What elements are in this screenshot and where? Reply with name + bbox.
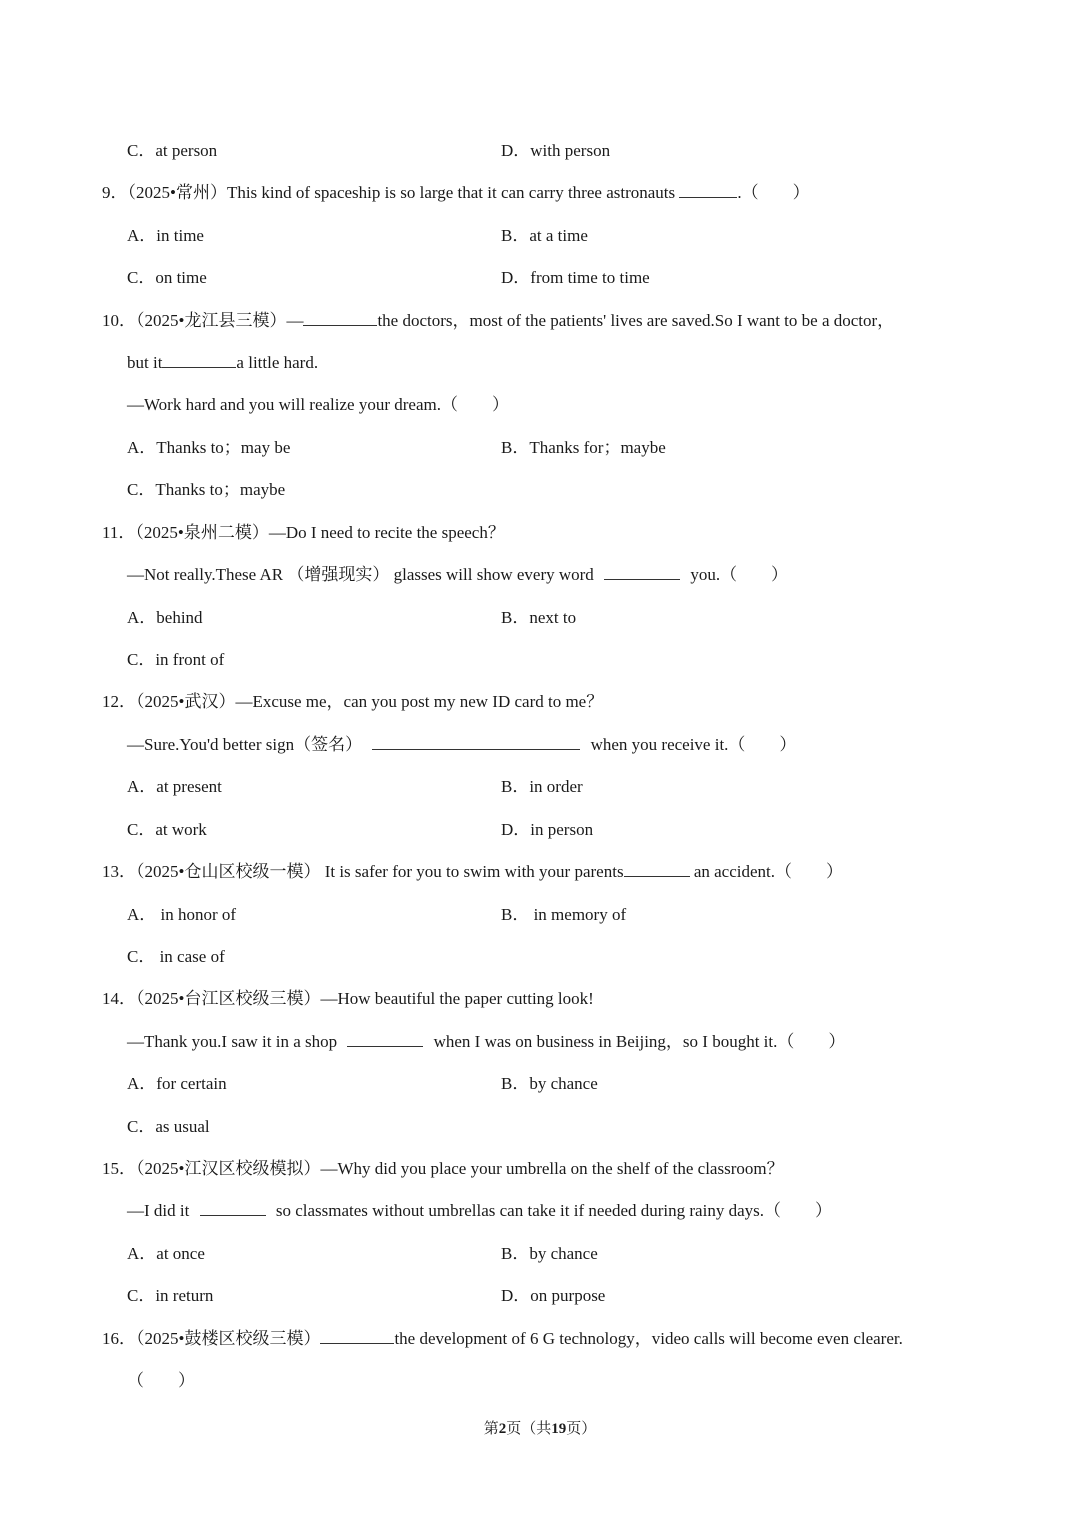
answer-blank <box>604 565 680 580</box>
text: when you receive it.（ ） <box>590 735 797 754</box>
option-c: C．as usual <box>127 1117 210 1136</box>
option-b: B．by chance <box>501 1074 598 1093</box>
text: when I was on business in Beijing，so I bought it.（ ） <box>433 1032 846 1051</box>
question-tail: an accident.（ ） <box>693 862 843 881</box>
answer-blank <box>624 862 690 877</box>
option-b: B．in order <box>501 777 583 796</box>
question-stem-cont: the doctors，most of the patients' lives are saved.So I want to be a doctor， <box>377 311 895 330</box>
answer-blank <box>679 183 737 198</box>
text: a little hard. <box>236 353 319 372</box>
answer-blank <box>162 353 236 368</box>
option-d: D．from time to time <box>501 268 650 287</box>
question-stem: 16．（2025•鼓楼区校级三模） <box>102 1329 321 1348</box>
option-c: C．Thanks to；maybe <box>127 480 286 499</box>
question-line <box>127 735 796 755</box>
text: so classmates without umbrellas can take it if needed during rainy days.（ ） <box>275 1201 832 1220</box>
footer-text: 第 <box>483 1421 499 1437</box>
question-line <box>127 1032 845 1052</box>
question-14: 14．（2025•台江区校级三模）—How beautiful the paper cutting look! <box>102 989 594 1008</box>
option-c: C．at work <box>127 820 207 839</box>
question-13 <box>102 862 843 882</box>
option-a: A．for certain <box>127 1074 227 1093</box>
text: —Not really.These AR （增强现实） glasses will show every word <box>127 565 594 584</box>
option-c: C．on time <box>127 268 207 287</box>
question-16 <box>102 1329 903 1349</box>
question-12: 12．（2025•武汉）—Excuse me，can you post my new ID card to me？ <box>102 692 604 711</box>
option-b: B．Thanks for；maybe <box>501 438 666 457</box>
option-c: C． in case of <box>127 947 225 966</box>
text: you.（ ） <box>690 565 789 584</box>
option-c: C．in return <box>127 1286 214 1305</box>
question-15: 15．（2025•江汉区校级模拟）—Why did you place your umbrella on the shelf of the classroom？ <box>102 1159 784 1178</box>
page-number: 2 <box>498 1421 507 1437</box>
option-c: C．in front of <box>127 650 225 669</box>
text: —I did it <box>127 1201 190 1220</box>
option-b: B． in memory of <box>501 905 627 924</box>
question-line <box>127 353 318 373</box>
answer-blank <box>372 735 580 750</box>
text: —Thank you.I saw it in a shop <box>127 1032 338 1051</box>
question-tail: the development of 6 G technology，video calls will become even clearer. <box>394 1329 903 1348</box>
answer-parentheses: （ ） <box>127 1371 195 1390</box>
text: —Sure.You'd better sign（签名） <box>127 735 363 754</box>
question-11: 11．（2025•泉州二模）—Do I need to recite the speech？ <box>102 523 505 542</box>
option-a: A．at once <box>127 1244 205 1263</box>
page-footer <box>0 1417 1080 1438</box>
question-stem: 13．（2025•仓山区校级一模） It is safer for you to swim with your parents <box>102 862 624 881</box>
question-tail: .（ ） <box>737 183 810 202</box>
question-stem: 10．（2025•龙江县三模）— <box>102 311 304 330</box>
question-line: —Work hard and you will realize your dream.（ ） <box>127 395 509 414</box>
option-a: A．in time <box>127 226 204 245</box>
answer-blank <box>303 311 377 326</box>
option-a: A．behind <box>127 608 203 627</box>
option-c: C．at person <box>127 141 218 160</box>
total-pages: 19 <box>551 1421 567 1437</box>
option-a: A． in honor of <box>127 905 237 924</box>
question-10 <box>102 311 894 331</box>
question-line <box>127 565 788 585</box>
option-d: D．in person <box>501 820 594 839</box>
question-9 <box>102 183 810 203</box>
answer-blank <box>347 1032 423 1047</box>
footer-text: 页（共 <box>506 1421 552 1437</box>
footer-text: 页） <box>566 1421 597 1437</box>
option-a: A．at present <box>127 777 222 796</box>
option-b: B．next to <box>501 608 577 627</box>
question-line <box>127 1201 832 1221</box>
answer-blank <box>200 1201 266 1216</box>
text: but it <box>127 353 163 372</box>
option-d: D．with person <box>501 141 611 160</box>
option-d: D．on purpose <box>501 1286 606 1305</box>
option-a: A．Thanks to；may be <box>127 438 291 457</box>
answer-blank <box>320 1329 394 1344</box>
option-b: B．by chance <box>501 1244 598 1263</box>
option-b: B．at a time <box>501 226 588 245</box>
question-stem: 9．（2025•常州）This kind of spaceship is so large that it can carry three astronauts <box>102 183 676 202</box>
